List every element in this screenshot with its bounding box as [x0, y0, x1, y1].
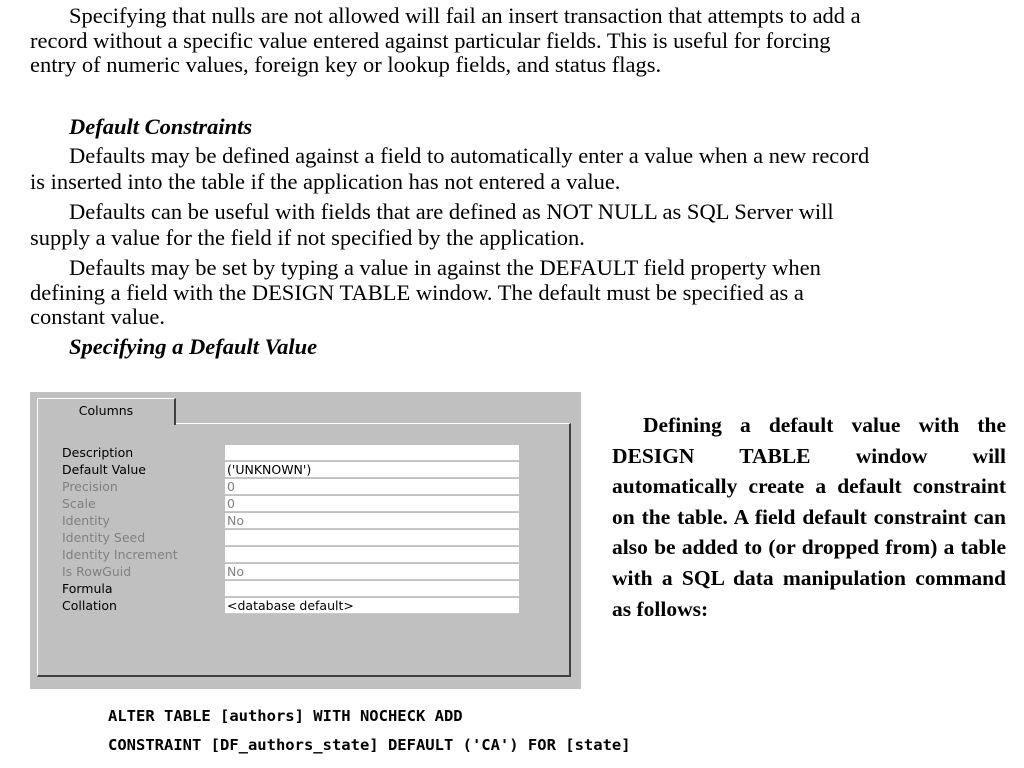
prop-label-identity-seed: Identity Seed: [62, 530, 146, 545]
prop-label-scale: Scale: [62, 496, 96, 511]
prop-label-formula: Formula: [62, 581, 113, 596]
sql-code-line-1: ALTER TABLE [authors] WITH NOCHECK ADD: [108, 707, 463, 725]
defaults-defined-line-2: is inserted into the table if the application has not entered a value.: [30, 169, 621, 194]
default-constraints-heading: Default Constraints: [69, 114, 253, 139]
prop-value-is-rowguid: No: [225, 564, 519, 580]
defaults-useful-line-2: supply a value for the field if not specified by the application.: [30, 225, 585, 250]
prop-label-collation: Collation: [62, 598, 117, 613]
prop-value-identity-seed: [225, 530, 519, 546]
prop-value-formula[interactable]: [225, 581, 519, 597]
defaults-useful-line-1: Defaults can be useful with fields that are defined as NOT NULL as SQL Server will: [69, 199, 834, 224]
defaults-set-line-3: constant value.: [30, 304, 165, 329]
prop-label-default-value: Default Value: [62, 462, 146, 477]
prop-label-description: Description: [62, 445, 134, 460]
prop-label-identity: Identity: [62, 513, 110, 528]
prop-label-identity-increment: Identity Increment: [62, 547, 178, 562]
defaults-set-line-1: Defaults may be set by typing a value in against the DEFAULT field property when: [69, 255, 821, 280]
nulls-paragraph-line-2: record without a specific value entered against particular fields. This is useful for forcing: [30, 28, 831, 53]
prop-value-collation[interactable]: <database default>: [225, 598, 519, 614]
design-table-explanation: Defining a default value with the DESIGN TABLE window will automatically create a default constraint on the table. A field default constraint can also be added to (or dropped from) a table with a SQL data manipulation command as follows:: [612, 413, 1006, 621]
column-properties-frame: [37, 423, 571, 677]
prop-value-default-value[interactable]: ('UNKNOWN'): [225, 462, 519, 478]
prop-value-identity: No: [225, 513, 519, 529]
prop-value-description[interactable]: [225, 445, 519, 461]
defaults-set-line-2: defining a field with the DESIGN TABLE window. The default must be specified as a: [30, 280, 804, 305]
sql-code-line-2: CONSTRAINT [DF_authors_state] DEFAULT ('CA') FOR [state]: [108, 736, 631, 754]
nulls-paragraph-line-1: Specifying that nulls are not allowed will fail an insert transaction that attempts to add a: [69, 3, 861, 28]
nulls-paragraph-line-3: entry of numeric values, foreign key or lookup fields, and status flags.: [30, 52, 662, 77]
prop-value-scale: 0: [225, 496, 519, 512]
prop-label-precision: Precision: [62, 479, 118, 494]
design-table-panel: [30, 392, 581, 689]
tab-columns[interactable]: Columns: [37, 398, 176, 425]
prop-label-is-rowguid: Is RowGuid: [62, 564, 132, 579]
defaults-defined-line-1: Defaults may be defined against a field to automatically enter a value when a new record: [69, 143, 870, 168]
prop-value-identity-increment: [225, 547, 519, 563]
specifying-default-heading: Specifying a Default Value: [69, 334, 318, 359]
prop-value-precision: 0: [225, 479, 519, 495]
